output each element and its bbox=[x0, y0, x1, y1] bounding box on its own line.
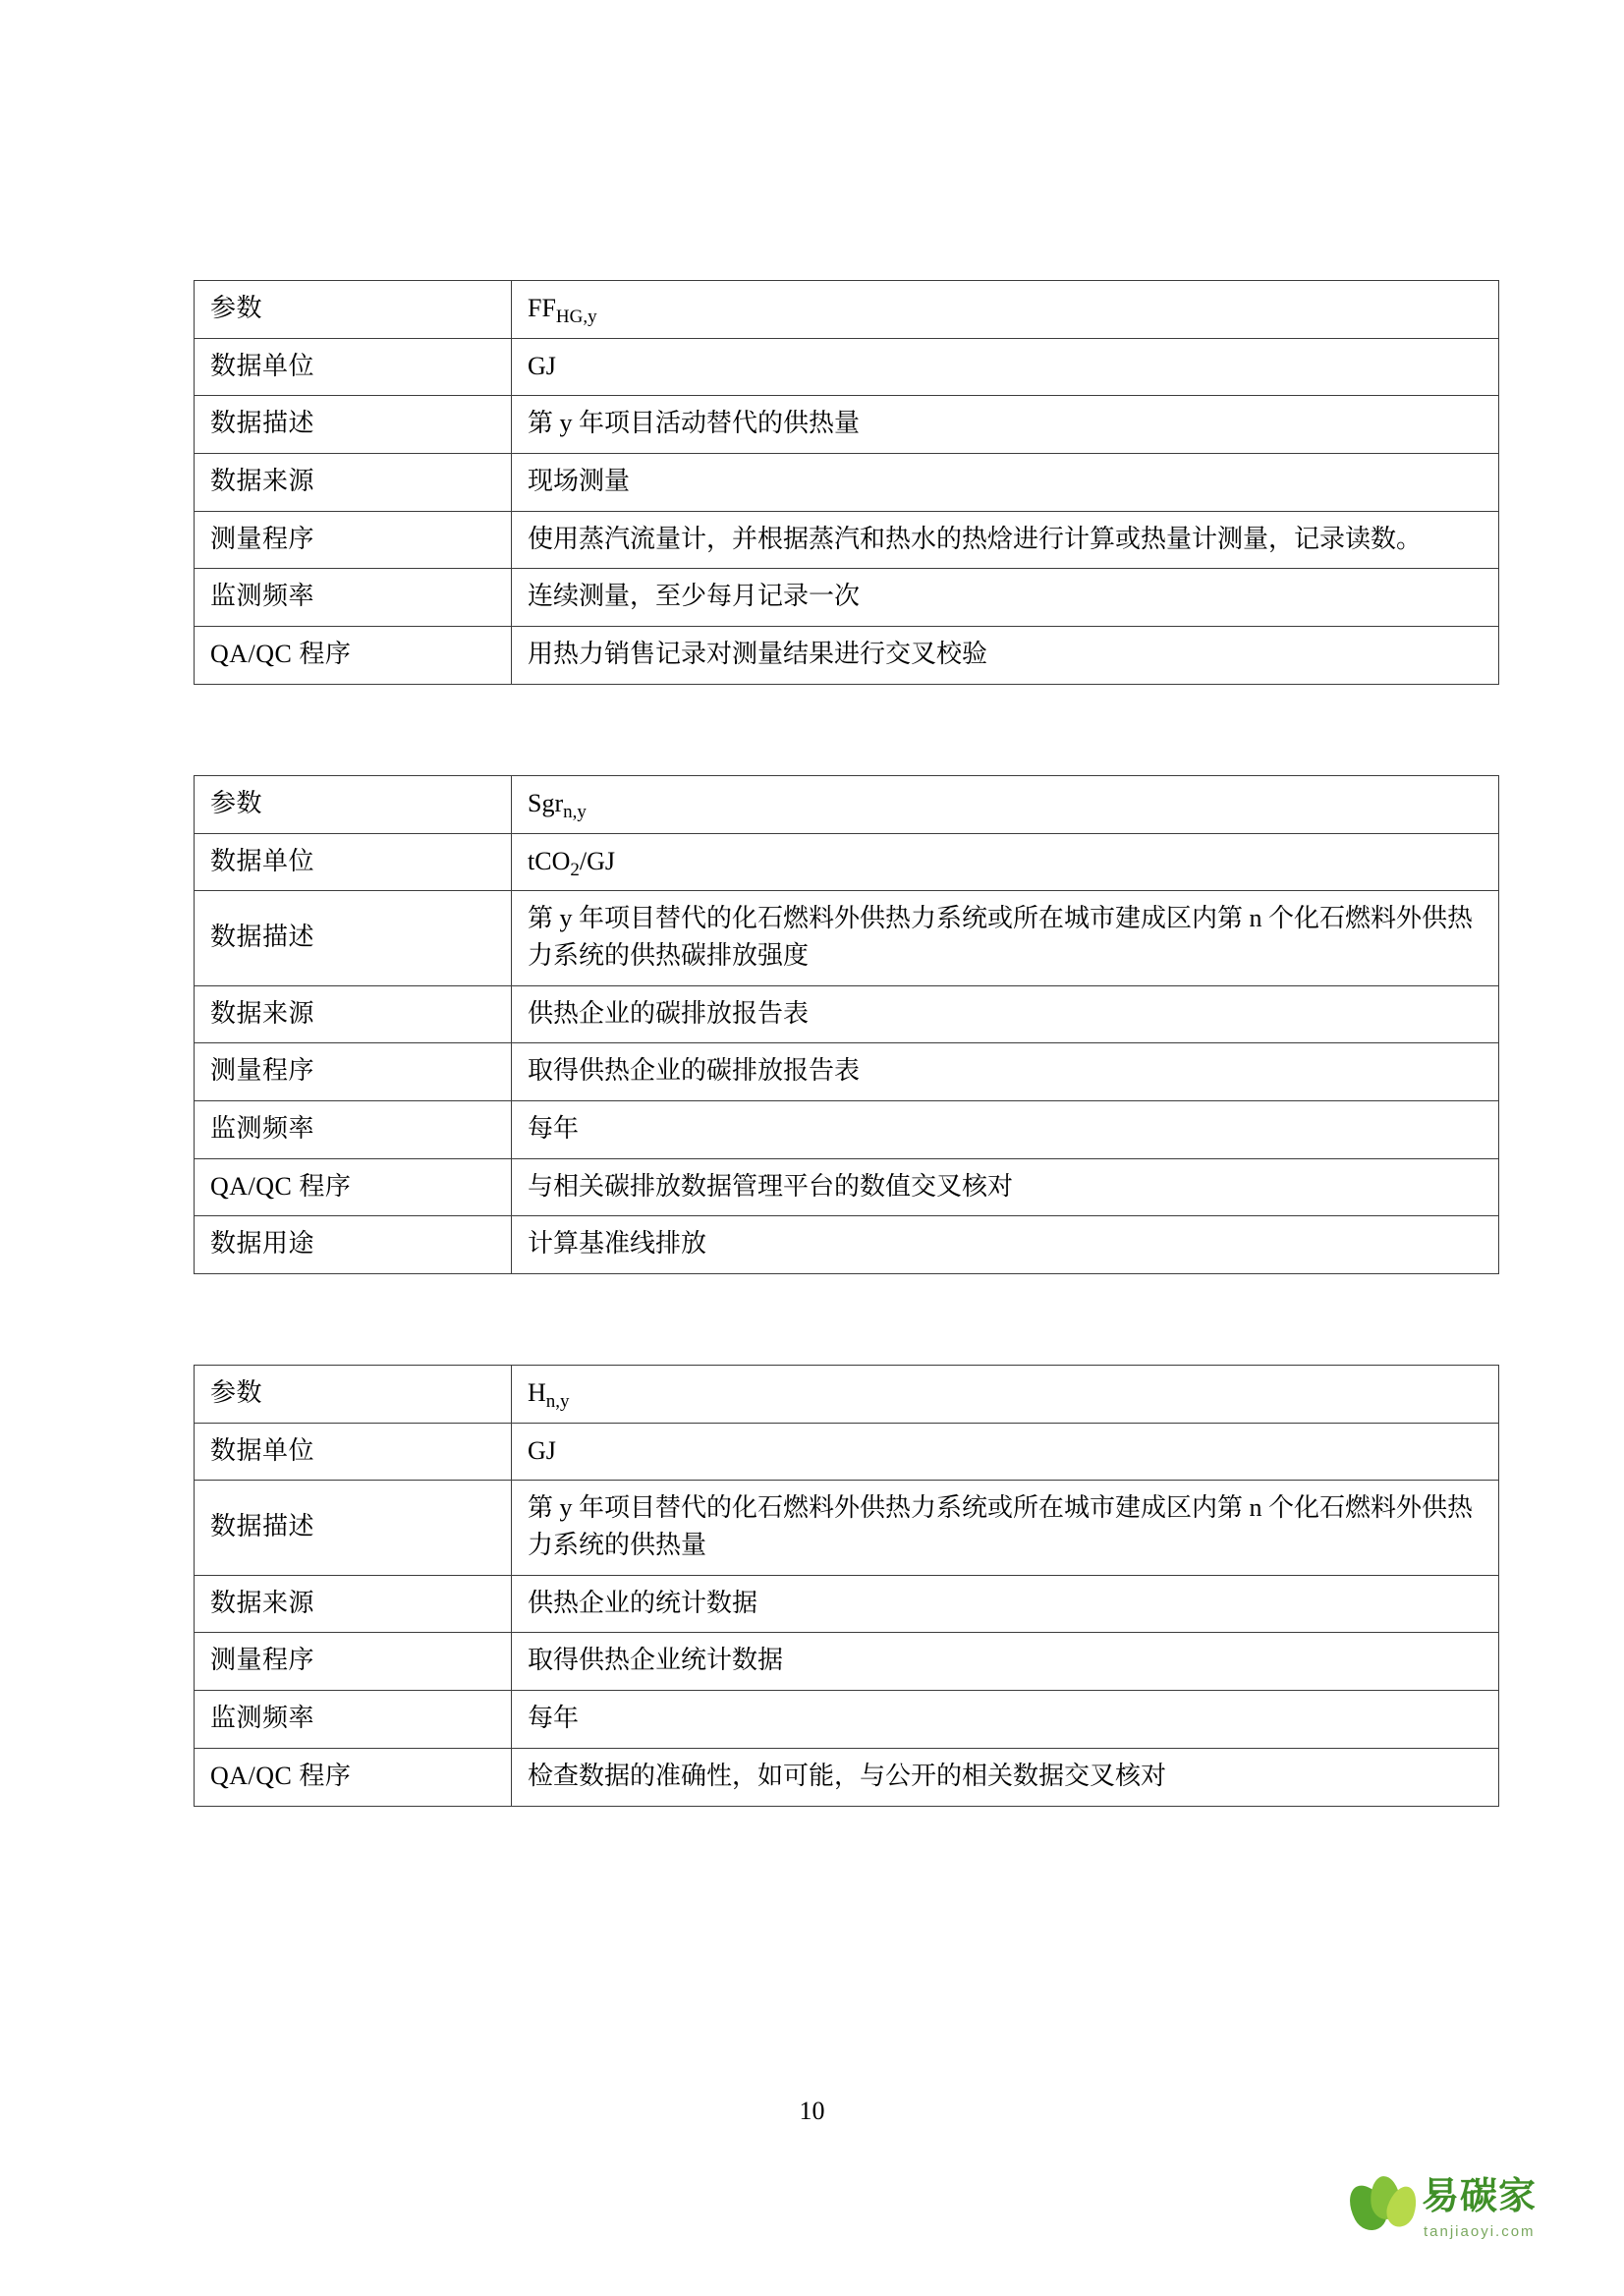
table-row bbox=[195, 627, 1499, 685]
page-number: 10 bbox=[799, 2097, 825, 2125]
table-row bbox=[195, 1633, 1499, 1691]
row-value: 连续测量，至少每月记录一次 bbox=[512, 569, 1499, 627]
row-label: 数据单位 bbox=[195, 1423, 512, 1481]
row-label: 测量程序 bbox=[195, 1043, 512, 1101]
table-row bbox=[195, 454, 1499, 512]
row-value: 与相关碳排放数据管理平台的数值交叉核对 bbox=[512, 1158, 1499, 1216]
table-row bbox=[195, 891, 1499, 985]
row-label: 监测频率 bbox=[195, 569, 512, 627]
row-value: 现场测量 bbox=[512, 454, 1499, 512]
value-subscript: 2 bbox=[570, 859, 580, 880]
row-label: QA/QC 程序 bbox=[195, 627, 512, 685]
row-label: 数据来源 bbox=[195, 454, 512, 512]
table-row bbox=[195, 1481, 1499, 1575]
table-row bbox=[195, 338, 1499, 396]
row-label: 数据来源 bbox=[195, 1575, 512, 1633]
row-label: 数据来源 bbox=[195, 985, 512, 1043]
parameter-table-ff-hg-y bbox=[194, 280, 1499, 685]
value-text: tCO bbox=[528, 846, 571, 875]
table-row bbox=[195, 1043, 1499, 1101]
parameter-table-sgr-n-y bbox=[194, 775, 1499, 1274]
table-row bbox=[195, 281, 1499, 339]
row-value: 第 y 年项目替代的化石燃料外供热力系统或所在城市建成区内第 n 个化石燃料外供热力系统的供热量 bbox=[512, 1481, 1499, 1575]
value-text: FF bbox=[528, 294, 556, 322]
table-row bbox=[195, 1158, 1499, 1216]
page-content bbox=[194, 280, 1474, 1897]
value-tail: /GJ bbox=[579, 846, 615, 875]
value-text: Sgr bbox=[528, 788, 564, 817]
row-value: 检查数据的准确性，如可能，与公开的相关数据交叉核对 bbox=[512, 1748, 1499, 1806]
table-row bbox=[195, 1691, 1499, 1749]
row-label: 测量程序 bbox=[195, 1633, 512, 1691]
row-value: 取得供热企业的碳排放报告表 bbox=[512, 1043, 1499, 1101]
watermark-logo bbox=[1349, 2174, 1575, 2259]
table-row bbox=[195, 1366, 1499, 1424]
row-value: GJ bbox=[512, 338, 1499, 396]
table-row bbox=[195, 775, 1499, 833]
logo-subtitle: tanjiaoyi.com bbox=[1424, 2223, 1536, 2240]
table-row bbox=[195, 833, 1499, 891]
row-value: 用热力销售记录对测量结果进行交叉校验 bbox=[512, 627, 1499, 685]
row-label: 数据用途 bbox=[195, 1216, 512, 1274]
row-value bbox=[512, 281, 1499, 339]
row-label: QA/QC 程序 bbox=[195, 1158, 512, 1216]
table-row bbox=[195, 1748, 1499, 1806]
row-label: 测量程序 bbox=[195, 511, 512, 569]
row-value: 供热企业的统计数据 bbox=[512, 1575, 1499, 1633]
row-value: 第 y 年项目替代的化石燃料外供热力系统或所在城市建成区内第 n 个化石燃料外供热力系统的供热碳排放强度 bbox=[512, 891, 1499, 985]
row-value: 供热企业的碳排放报告表 bbox=[512, 985, 1499, 1043]
row-label: 参数 bbox=[195, 775, 512, 833]
table-row bbox=[195, 1100, 1499, 1158]
row-value bbox=[512, 833, 1499, 891]
row-value: GJ bbox=[512, 1423, 1499, 1481]
table-row bbox=[195, 1575, 1499, 1633]
row-value: 每年 bbox=[512, 1100, 1499, 1158]
row-label: 数据描述 bbox=[195, 1481, 512, 1575]
table-row bbox=[195, 1423, 1499, 1481]
value-subscript: HG,y bbox=[555, 307, 597, 328]
leaf-icon bbox=[1349, 2174, 1420, 2235]
row-label: 数据单位 bbox=[195, 338, 512, 396]
table-row bbox=[195, 569, 1499, 627]
row-value: 每年 bbox=[512, 1691, 1499, 1749]
parameter-table-h-n-y bbox=[194, 1365, 1499, 1807]
row-value bbox=[512, 1366, 1499, 1424]
row-label: 监测频率 bbox=[195, 1100, 512, 1158]
row-value: 取得供热企业统计数据 bbox=[512, 1633, 1499, 1691]
row-label: 数据描述 bbox=[195, 891, 512, 985]
row-value: 第 y 年项目活动替代的供热量 bbox=[512, 396, 1499, 454]
value-text: H bbox=[528, 1378, 546, 1407]
row-label: 数据单位 bbox=[195, 833, 512, 891]
row-label: 参数 bbox=[195, 1366, 512, 1424]
table-row bbox=[195, 511, 1499, 569]
row-value bbox=[512, 775, 1499, 833]
row-value: 使用蒸汽流量计，并根据蒸汽和热水的热焓进行计算或热量计测量，记录读数。 bbox=[512, 511, 1499, 569]
row-label: 数据描述 bbox=[195, 396, 512, 454]
value-subscript: n,y bbox=[545, 1391, 570, 1413]
row-label: 监测频率 bbox=[195, 1691, 512, 1749]
table-row bbox=[195, 396, 1499, 454]
logo-title: 易碳家 bbox=[1422, 2176, 1538, 2217]
row-label: QA/QC 程序 bbox=[195, 1748, 512, 1806]
row-value: 计算基准线排放 bbox=[512, 1216, 1499, 1274]
table-row bbox=[195, 1216, 1499, 1274]
table-row bbox=[195, 985, 1499, 1043]
row-label: 参数 bbox=[195, 281, 512, 339]
value-subscript: n,y bbox=[563, 802, 587, 822]
